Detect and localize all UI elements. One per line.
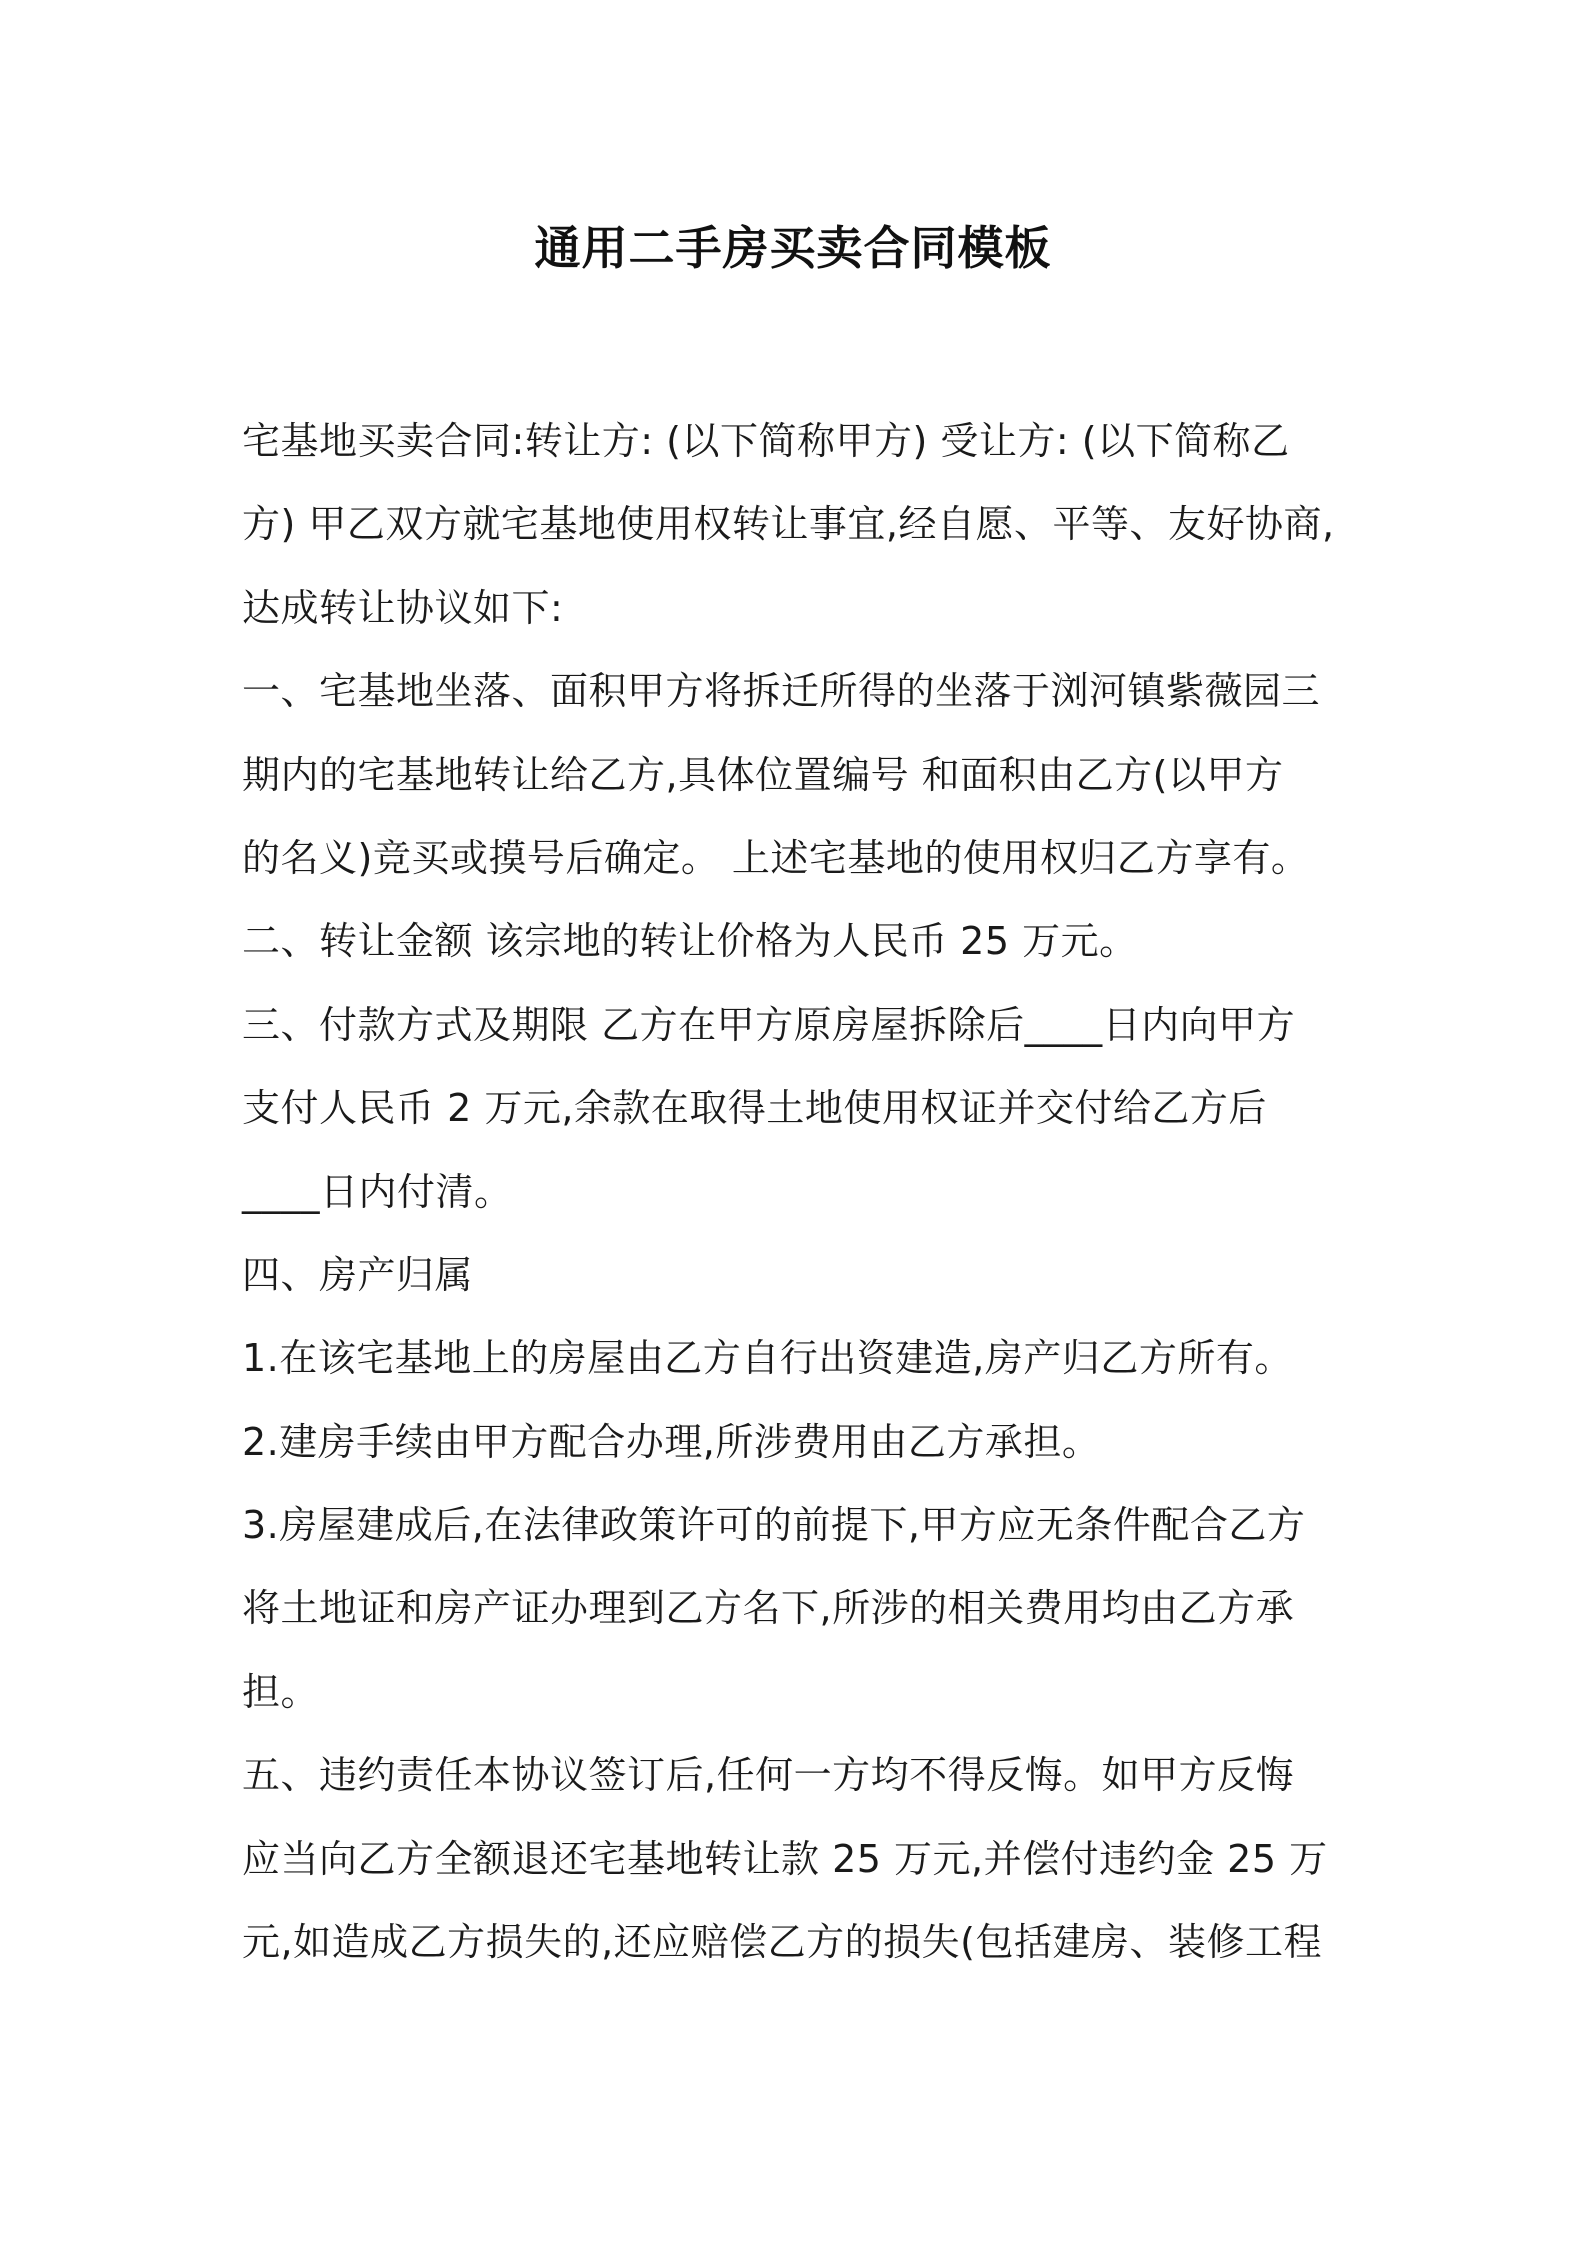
body-line: 三、付款方式及期限 乙方在甲方原房屋拆除后____日内向甲方: [242, 1002, 1296, 1047]
document-body: [242, 400, 1350, 1984]
body-line: 二、转让金额 该宗地的转让价格为人民币 25 万元。: [242, 919, 1138, 964]
body-line: ____日内付清。: [242, 1169, 513, 1214]
body-line: 宅基地买卖合同:转让方: (以下简称甲方) 受让方: (以下简称乙: [242, 419, 1290, 463]
body-line: 元,如造成乙方损失的,还应赔偿乙方的损失(包括建房、装修工程: [242, 1920, 1322, 1965]
body-line: 的名义)竞买或摸号后确定。 上述宅基地的使用权归乙方享有。: [242, 835, 1310, 880]
body-line: 支付人民币 2 万元,余款在取得土地使用权证并交付给乙方后: [242, 1086, 1267, 1131]
body-line: 一、宅基地坐落、面积甲方将拆迁所得的坐落于浏河镇紫薇园三: [242, 669, 1321, 714]
body-line: 达成转让协议如下:: [242, 585, 564, 630]
document-title: 通用二手房买卖合同模板: [534, 221, 1052, 275]
body-line: 1.在该宅基地上的房屋由乙方自行出资建造,房产归乙方所有。: [242, 1336, 1293, 1381]
body-line: 应当向乙方全额退还宅基地转让款 25 万元,并偿付违约金 25 万: [242, 1836, 1328, 1881]
body-line: 3.房屋建成后,在法律政策许可的前提下,甲方应无条件配合乙方: [242, 1503, 1306, 1548]
body-line: 期内的宅基地转让给乙方,具体位置编号 和面积由乙方(以甲方: [242, 752, 1284, 797]
body-line: 方) 甲乙双方就宅基地使用权转让事宜,经自愿、平等、友好协商,: [242, 502, 1335, 547]
body-line: 将土地证和房产证办理到乙方名下,所涉的相关费用均由乙方承: [242, 1586, 1295, 1631]
body-line: 担。: [242, 1669, 320, 1714]
body-line: 五、违约责任本协议签订后,任何一方均不得反悔。如甲方反悔: [242, 1753, 1295, 1798]
body-line: 2.建房手续由甲方配合办理,所涉费用由乙方承担。: [242, 1419, 1101, 1464]
body-line: 四、房产归属: [242, 1252, 474, 1297]
